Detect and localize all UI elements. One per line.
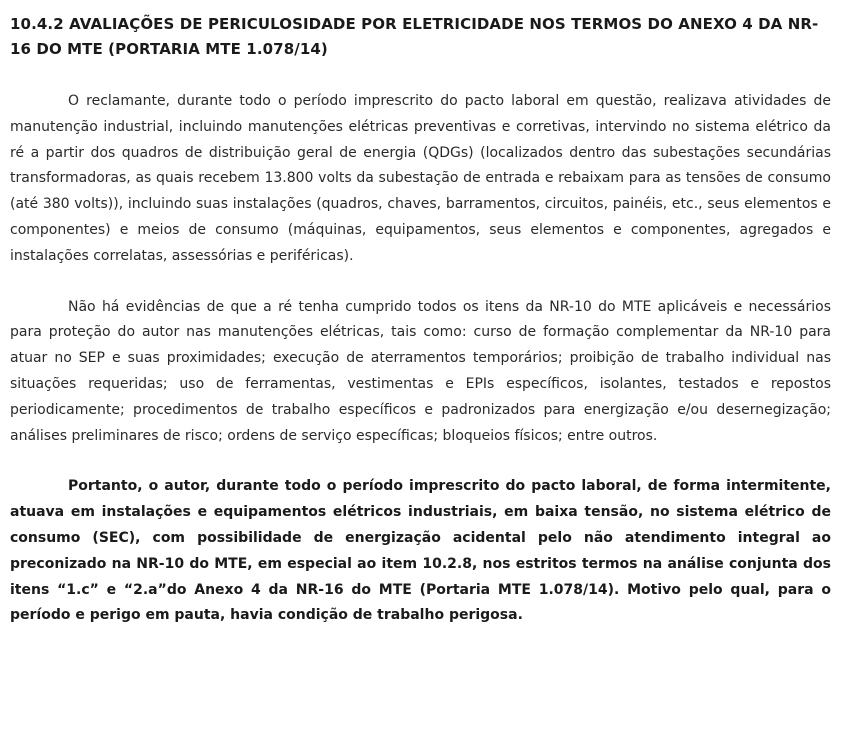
paragraph-nr10-evidence: Não há evidências de que a ré tenha cumprido todos os itens da NR-10 do MTE aplicáveis e necessários para proteção do autor nas manutenções elétricas, tais como: curso de formação complementar da NR-10 para atuar no SEP e suas proximidades; execução de aterramentos temporários; proibição de trabalho individual nas situações requeridas; uso de ferramentas, vestimentas e EPIs específicos, isolantes, testados e repostos periodicamente; procedimentos de trabalho específicos e padronizados para energização e/ou desernegização; análises preliminares de risco; ordens de serviço específicas; bloqueios físicos; entre outros.: [10, 298, 831, 444]
paragraph-conclusion: Portanto, o autor, durante todo o período imprescrito do pacto laboral, de forma intermitente, atuava em instalações e equipamentos elétricos industriais, em baixa tensão, no sistema elétrico de consumo (SEC), com possibilidade de energização acidental pelo não atendimento integral ao preconizado na NR-10 do MTE, em especial ao item 10.2.8, nos estritos termos na análise conjunta dos itens “1.c” e “2.a”do Anexo 4 da NR-16 do MTE (Portaria MTE 1.078/14). Motivo pelo qual, para o período e perigo em pauta, havia condição de trabalho perigosa.: [10, 478, 831, 624]
paragraph-activities: O reclamante, durante todo o período imprescrito do pacto laboral em questão, realizava atividades de manutenção industrial, incluindo manutenções elétricas preventivas e corretivas, intervindo no sistema elétrico da ré a partir dos quadros de distribuição geral de energia (QDGs) (localizados dentro das subestações secundárias transformadoras, as quais recebem 13.800 volts da subestação de entrada e rebaixam para as tensões de consumo (até 380 volts)), incluindo suas instalações (quadros, chaves, barramentos, circuitos, painéis, etc., seus elementos e componentes) e meios de consumo (máquinas, equipamentos, seus elementos e componentes, agregados e instalações correlatas, assessórias e periféricas).: [10, 93, 831, 264]
section-heading: 10.4.2 AVALIAÇÕES DE PERICULOSIDADE POR ELETRICIDADE NOS TERMOS DO ANEXO 4 DA NR-16 DO MTE (PORTARIA MTE 1.078/14): [10, 15, 819, 58]
